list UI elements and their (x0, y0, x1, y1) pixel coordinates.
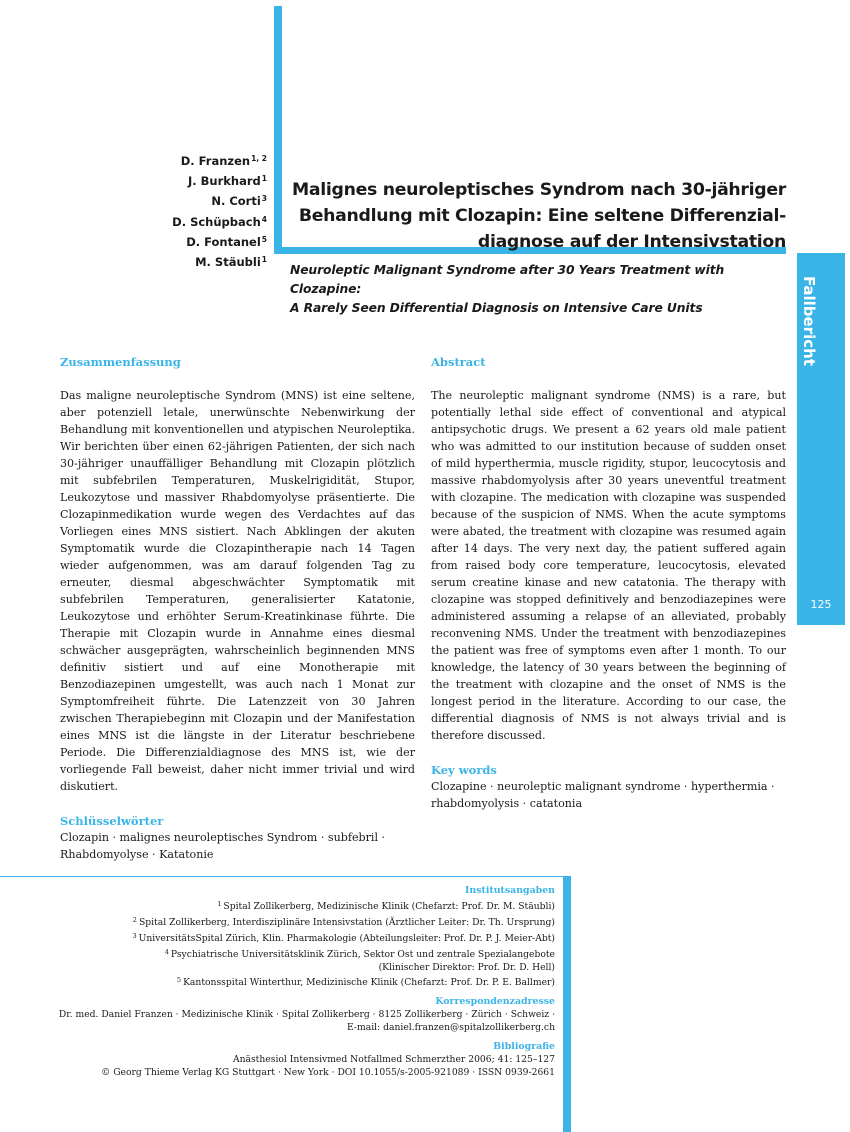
key-words-text: Clozapine · neuroleptic malignant syndrome · hyperthermia · rhabdomyolysis · catatonia (431, 779, 775, 810)
institution-line: (Klinischer Direktor: Prof. Dr. D. Hell) (378, 961, 555, 973)
institution-line: $^4$ Psychiatrische Universitätsklinik Zürich, Sektor Ost und zentrale Spezialangebote (164, 947, 555, 960)
title-line: Behandlung mit Clozapin: Eine seltene Differenzial- (298, 206, 786, 226)
schluesselwoerter-text: Clozapin · malignes neuroleptisches Syndrom · subfebril · Rhabdomyolyse · Katatonie (60, 830, 386, 861)
bibliography-line: © Georg Thieme Verlag KG Stuttgart · New York · DOI 10.1055/s-2005-921089 · ISSN 0939-2661 (101, 1066, 555, 1078)
article-title (292, 177, 786, 255)
bibliografie-heading: Bibliografie (493, 1041, 555, 1053)
zusammenfassung-text: Das maligne neuroleptische Syndrom (MNS) ist eine seltene, aber potenziell letale, unerwünschte Nebenwirkung der Behandlung mit konventionellen und atypischen Neuroleptika. Wir berichten über einen 62-jährigen Patienten, der sich nach 30-jähriger unauffälliger Behandlung mit Clozapin plötzlich mit subfebrilen Temperaturen, Muskelrigidität, Stupor, Leukozytose und massiver Rhabdomyolyse präsentierte. Die Clozapinmedikation wurde wegen des Verdachtes auf das Vorliegen eines MNS sistiert. Nach Abklingen der akuten Symptomatik wurde die Clozapintherapie nach 14 Tagen wieder aufgenommen, was am darauf folgenden Tag zu erneuter, diesmal abgeschwächter Symptomatik mit subfebrilen Temperaturen, generalisierter Katatonie, Leukozytose und erhöhter Serum-Kreatinkinase führte. Die Therapie mit Clozapin wurde in Annahme eines diesmal schwächer ausgeprägten, wahrscheinlich beginnenden MNS definitiv sistiert und auf eine Monotherapie mit Benzodiazepinen umgestellt, was auch nach 1 Monat zur Symptomfreiheit führte. Die Latenzzeit von 30 Jahren zwischen Therapiebeginn mit Clozapin und der Manifestation eines MNS ist die längste in der Literatur beschriebene Periode. Die Differenzialdiagnose des MNS ist, wie der vorliegende Fall beweist, daher nicht immer trivial und wird diskutiert. (60, 389, 415, 793)
correspondence-line: Dr. med. Daniel Franzen · Medizinische Klinik · Spital Zollikerberg · 8125 Zollikerberg · Zürich · Schweiz · (58, 1009, 555, 1021)
title-line: Malignes neuroleptisches Syndrom nach 30-jähriger (292, 180, 786, 200)
author-item: M. Stäubli$^1$ (195, 255, 267, 270)
institution-line: $^5$ Kantonsspital Winterthur, Medizinische Klinik (Chefarzt: Prof. Dr. P. E. Ballmer) (176, 976, 555, 989)
zusammenfassung-heading: Zusammenfassung (60, 355, 181, 369)
author-item: D. Fontanel$^5$ (186, 234, 267, 249)
institutsangaben-heading: Institutsangaben (465, 885, 555, 896)
info-box-top-rule (0, 876, 570, 877)
korrespondenzadresse-heading: Korrespondenzadresse (435, 996, 555, 1008)
abstract-text: The neuroleptic malignant syndrome (NMS) is a rare, but potentially lethal side effect of conventional and atypical antipsychotic drugs. We present a 62 years old male patient who was admitted to our institution because of sudden onset of mild hyperthermia, muscle rigidity, stupor, leucocytosis and massive rhabdomyolysis after 30 years uneventful treatment with clozapine. The medication with clozapine was suspended because of the suspicion of NMS. When the acute symptoms were abated, the treatment with clozapine was resumed again after 14 days. The very next day, the patient suffered again from raised body core temperature, leucocytosis, elevated serum creatine kinase and new catatonia. The therapy with clozapine was stopped definitively and benzodiazepines were administered assuming a relapse of an alleviated, probably reconvening NMS. Under the treatment with benzodiazepines the patient was free of symptoms even after 1 month. To our knowledge, the latency of 30 years between the beginning of the treatment with clozapine and the onset of NMS is the longest period in the literature. According to our case, the differential diagnosis of NMS is not always trivial and is therefore discussed. (431, 389, 786, 742)
correspondence-email: E-mail: daniel.franzen@spitalzollikerberg.ch (347, 1022, 555, 1034)
subtitle-line: Neuroleptic Malignant Syndrome after 30 Years Treatment with Clozapine: (290, 263, 725, 296)
key-words-heading: Key words (431, 762, 497, 777)
page-number: 125 (810, 598, 832, 611)
german-summary-column (60, 354, 415, 864)
author-item: N. Corti$^3$ (211, 194, 267, 209)
info-box-side-bar (563, 876, 571, 1132)
article-subtitle (290, 261, 790, 318)
institution-line: $^3$ UniversitätsSpital Zürich, Klin. Pharmakologie (Abteilungsleiter: Prof. Dr. P. J. Meier-Abt) (132, 931, 555, 944)
author-item: D. Franzen$^{1, 2}$ (180, 154, 267, 168)
institution-line: $^2$ Spital Zollikerberg, Interdisziplinäre Intensivstation (Ärztlicher Leiter: Dr. Th. Ursprung) (132, 915, 555, 928)
section-tab-label: Fallbericht (800, 276, 818, 366)
article-info-box (20, 885, 555, 1080)
schluesselwoerter-heading: Schlüsselwörter (60, 813, 164, 828)
subtitle-line: A Rarely Seen Differential Diagnosis on Intensive Care Units (290, 301, 703, 315)
author-list (120, 150, 267, 271)
abstract-heading: Abstract (431, 355, 486, 369)
bibliography-line: Anästhesiol Intensivmed Notfallmed Schmerzther 2006; 41: 125–127 (232, 1053, 555, 1065)
author-item: D. Schüpbach$^4$ (172, 214, 267, 229)
title-line: diagnose auf der Intensivstation (477, 232, 786, 252)
english-abstract-column (431, 354, 786, 813)
author-item: J. Burkhard$^1$ (188, 174, 267, 189)
title-accent-bar (274, 6, 282, 254)
institution-line: $^1$ Spital Zollikerberg, Medizinische Klinik (Chefarzt: Prof. Dr. M. Stäubli) (217, 899, 555, 912)
